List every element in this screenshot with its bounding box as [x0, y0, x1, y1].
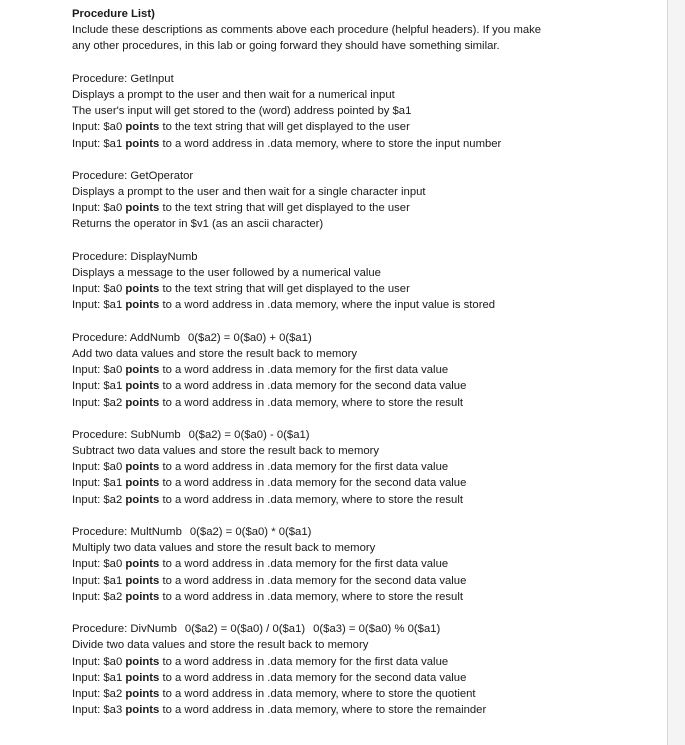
procedure-description: Subtract two data values and store the result back to memory: [72, 445, 380, 458]
points-keyword: points: [125, 283, 160, 296]
procedure-input: [72, 119, 652, 135]
points-keyword: points: [125, 396, 160, 409]
procedure-formula: 0($a2) = 0($a0) - 0($a1): [188, 428, 310, 441]
input-register: Input: $a0: [72, 364, 123, 377]
input-register: Input: $a2: [72, 396, 123, 409]
input-register: Input: $a2: [72, 493, 123, 506]
points-keyword: points: [125, 590, 160, 603]
input-register: Input: $a1: [72, 671, 123, 684]
page-margin-edge: [667, 0, 685, 745]
procedure-input: [72, 702, 652, 718]
points-keyword: points: [125, 704, 160, 717]
input-description: to a word address in .data memory for the first data value: [162, 364, 449, 377]
input-description: to the text string that will get displayed to the user: [162, 202, 410, 215]
points-keyword: points: [125, 574, 160, 587]
procedure-list: [72, 71, 652, 719]
input-description: to a word address in .data memory for the second data value: [162, 671, 467, 684]
document-title: Procedure List): [72, 8, 155, 20]
points-keyword: points: [125, 477, 160, 490]
procedure-input: [72, 686, 652, 702]
input-description: to a word address in .data memory for the second data value: [162, 574, 467, 587]
procedure-input: [72, 395, 652, 411]
input-description: to the text string that will get displayed to the user: [162, 283, 410, 296]
points-keyword: points: [125, 461, 160, 474]
procedure-heading: [72, 71, 652, 87]
input-description: to a word address in .data memory for the second data value: [162, 477, 467, 490]
input-description: to a word address in .data memory for the first data value: [162, 558, 449, 571]
input-register: Input: $a0: [72, 121, 123, 134]
input-register: Input: $a2: [72, 687, 123, 700]
input-register: Input: $a1: [72, 380, 123, 393]
input-register: Input: $a1: [72, 299, 123, 312]
procedure-name: Procedure: DivNumb: [72, 623, 177, 636]
input-description: to a word address in .data memory, where to store the remainder: [162, 704, 487, 717]
input-register: Input: $a1: [72, 137, 123, 150]
procedure-input: [72, 492, 652, 508]
input-register: Input: $a2: [72, 590, 123, 603]
procedure-block: [72, 168, 652, 233]
procedure-description: Multiply two data values and store the result back to memory: [72, 542, 376, 555]
points-keyword: points: [125, 121, 160, 134]
points-keyword: points: [125, 687, 160, 700]
points-keyword: points: [125, 558, 160, 571]
procedure-heading: [72, 427, 652, 443]
intro-line: Include these descriptions as comments above each procedure (helpful headers). If you make: [72, 24, 542, 37]
procedure-input: [72, 200, 652, 216]
input-description: to a word address in .data memory, where to store the result: [162, 396, 463, 409]
procedure-heading: [72, 524, 652, 540]
procedure-name: Procedure: SubNumb: [72, 428, 181, 441]
points-keyword: points: [125, 364, 160, 377]
input-register: Input: $a0: [72, 283, 123, 296]
procedure-description: Displays a message to the user followed by a numerical value: [72, 267, 381, 279]
input-description: to the text string that will get displayed to the user: [162, 121, 410, 134]
input-register: Input: $a0: [72, 461, 123, 474]
procedure-description: Displays a prompt to the user and then wait for a numerical input: [72, 88, 395, 101]
procedure-heading: [72, 249, 652, 265]
input-register: Input: $a0: [72, 202, 123, 215]
procedure-block: [72, 249, 652, 314]
procedure-name: Procedure: AddNumb: [72, 331, 181, 344]
procedure-heading: [72, 168, 652, 184]
procedure-input: [72, 281, 652, 297]
procedure-block: [72, 524, 652, 605]
points-keyword: points: [125, 493, 160, 506]
procedure-input: [72, 459, 652, 475]
procedure-input: [72, 362, 652, 378]
points-keyword: points: [125, 671, 160, 684]
procedure-name: Procedure: DisplayNumb: [72, 250, 198, 263]
procedure-name: Procedure: MultNumb: [72, 526, 182, 538]
procedure-name: Procedure: GetInput: [72, 72, 174, 85]
procedure-input: [72, 297, 652, 313]
points-keyword: points: [125, 137, 160, 150]
procedure-block: [72, 621, 652, 718]
procedure-input: [72, 654, 652, 670]
procedure-block: [72, 71, 652, 152]
input-register: Input: $a1: [72, 477, 123, 490]
points-keyword: points: [125, 380, 160, 393]
procedure-name: Procedure: GetOperator: [72, 169, 194, 182]
procedure-returns: Returns the operator in $v1 (as an ascii character): [72, 218, 324, 231]
procedure-heading: [72, 330, 652, 346]
input-description: to a word address in .data memory, where to store the quotient: [162, 687, 476, 700]
procedure-formula: 0($a2) = 0($a0) * 0($a1): [189, 526, 312, 538]
procedure-description: Displays a prompt to the user and then wait for a single character input: [72, 186, 426, 199]
input-description: to a word address in .data memory, where to store the input number: [162, 137, 502, 150]
input-register: Input: $a1: [72, 574, 123, 587]
procedure-input: [72, 573, 652, 589]
intro-line: any other procedures, in this lab or going forward they should have something similar.: [72, 40, 500, 53]
input-description: to a word address in .data memory for the first data value: [162, 461, 449, 474]
input-description: to a word address in .data memory for the first data value: [162, 655, 449, 668]
procedure-input: [72, 589, 652, 605]
input-description: to a word address in .data memory, where to store the result: [162, 590, 463, 603]
procedure-formula: 0($a2) = 0($a0) + 0($a1): [188, 331, 312, 344]
procedure-input: [72, 556, 652, 572]
procedure-description: The user's input will get stored to the (word) address pointed by $a1: [72, 105, 412, 118]
points-keyword: points: [125, 655, 160, 668]
input-register: Input: $a0: [72, 558, 123, 571]
input-register: Input: $a3: [72, 704, 123, 717]
procedure-input: [72, 378, 652, 394]
document-body: [72, 6, 652, 734]
procedure-description: Divide two data values and store the result back to memory: [72, 639, 369, 652]
points-keyword: points: [125, 299, 160, 312]
procedure-block: [72, 330, 652, 411]
input-description: to a word address in .data memory for the second data value: [162, 380, 467, 393]
procedure-input: [72, 475, 652, 491]
procedure-heading: [72, 621, 652, 637]
input-register: Input: $a0: [72, 655, 123, 668]
procedure-block: [72, 427, 652, 508]
procedure-formula-secondary: 0($a3) = 0($a0) % 0($a1): [313, 623, 441, 636]
points-keyword: points: [125, 202, 160, 215]
procedure-input: [72, 136, 652, 152]
procedure-formula: 0($a2) = 0($a0) / 0($a1): [184, 623, 306, 636]
spacer: [72, 55, 652, 71]
procedure-description: Add two data values and store the result back to memory: [72, 347, 358, 360]
input-description: to a word address in .data memory, where the input value is stored: [162, 299, 496, 312]
procedure-input: [72, 670, 652, 686]
input-description: to a word address in .data memory, where to store the result: [162, 493, 463, 506]
